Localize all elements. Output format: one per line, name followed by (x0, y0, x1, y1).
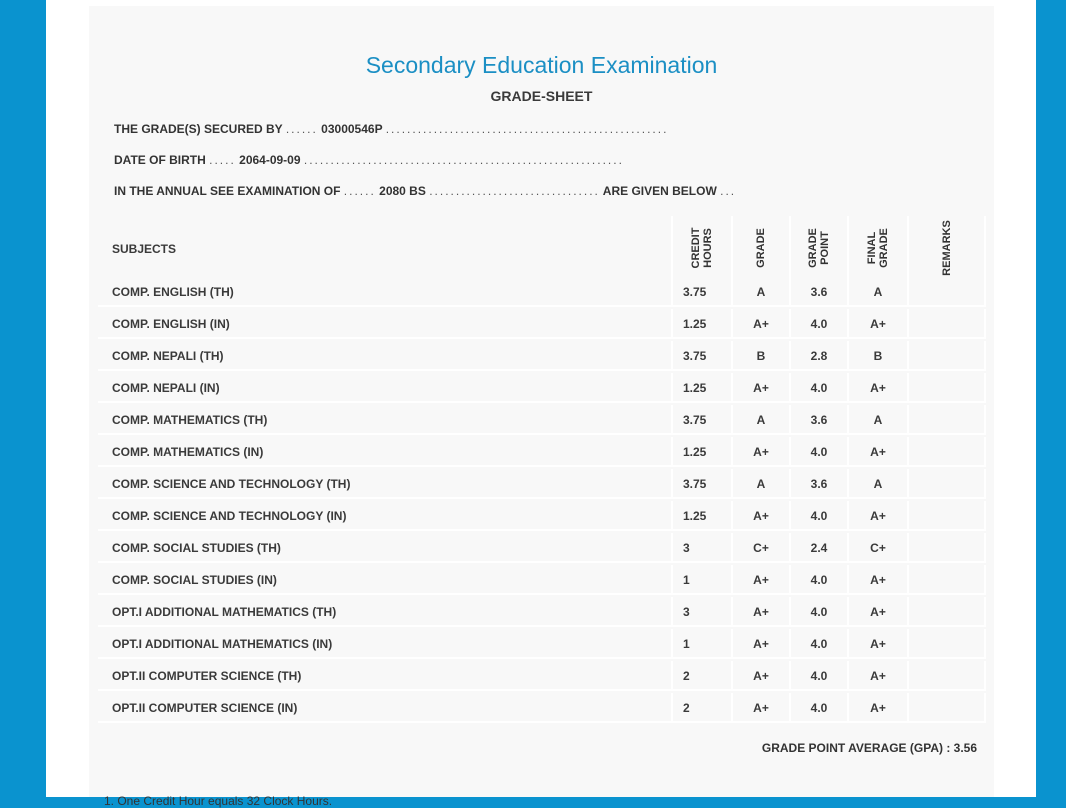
header-grade: GRADE (755, 228, 767, 268)
table-row (98, 341, 986, 371)
remarks-cell (909, 437, 986, 467)
dob-value: 2064-09-09 (239, 153, 301, 167)
final-grade-cell: A+ (849, 661, 909, 691)
secured-by-label: THE GRADE(S) SECURED BY (114, 122, 283, 136)
final-grade-cell: A+ (849, 693, 909, 723)
remarks-cell (909, 501, 986, 531)
credit-hours-cell: 1 (673, 629, 733, 659)
table-row (98, 501, 986, 531)
final-grade-cell: A+ (849, 629, 909, 659)
table-row (98, 373, 986, 403)
page-background (46, 0, 1036, 808)
remarks-cell (909, 533, 986, 563)
table-row (98, 405, 986, 435)
table-row (98, 469, 986, 499)
grade-cell: A+ (733, 309, 791, 339)
subject-cell: COMP. NEPALI (IN) (98, 373, 673, 403)
subject-cell: COMP. SOCIAL STUDIES (TH) (98, 533, 673, 563)
header-grade-point: GRADE POINT (807, 228, 831, 268)
exam-line: IN THE ANNUAL SEE EXAMINATION OF ...... 2080 BS ................................ ARE GIVEN BELOW ... (114, 184, 737, 198)
table-row (98, 629, 986, 659)
credit-hours-cell: 2 (673, 661, 733, 691)
remarks-cell (909, 597, 986, 627)
grade-cell: B (733, 341, 791, 371)
table-row (98, 597, 986, 627)
grade-cell: A+ (733, 629, 791, 659)
grade-point-cell: 3.6 (791, 405, 849, 435)
grade-point-cell: 3.6 (791, 277, 849, 307)
table-row (98, 565, 986, 595)
grade-cell: A+ (733, 565, 791, 595)
final-grade-cell: A+ (849, 565, 909, 595)
header-grade-point-cell (791, 216, 849, 282)
grade-cell: A+ (733, 693, 791, 723)
subject-cell: COMP. MATHEMATICS (IN) (98, 437, 673, 467)
credit-hours-cell: 1.25 (673, 501, 733, 531)
final-grade-cell: A+ (849, 309, 909, 339)
header-remarks-cell (909, 216, 986, 282)
grade-point-cell: 4.0 (791, 661, 849, 691)
grade-cell: A (733, 405, 791, 435)
grade-cell: A+ (733, 373, 791, 403)
remarks-cell (909, 629, 986, 659)
header-final-grade-cell (849, 216, 909, 282)
header-grade-cell (733, 216, 791, 282)
final-grade-cell: A+ (849, 373, 909, 403)
subject-cell: COMP. ENGLISH (IN) (98, 309, 673, 339)
remarks-cell (909, 469, 986, 499)
subject-cell: COMP. ENGLISH (TH) (98, 277, 673, 307)
remarks-cell (909, 277, 986, 307)
grade-point-cell: 4.0 (791, 309, 849, 339)
subject-cell: OPT.I ADDITIONAL MATHEMATICS (TH) (98, 597, 673, 627)
table-row (98, 437, 986, 467)
credit-hours-cell: 3.75 (673, 277, 733, 307)
credit-hours-cell: 3 (673, 533, 733, 563)
grade-point-cell: 4.0 (791, 373, 849, 403)
subject-cell: COMP. SOCIAL STUDIES (IN) (98, 565, 673, 595)
grade-point-cell: 2.8 (791, 341, 849, 371)
grade-cell: A+ (733, 661, 791, 691)
final-grade-cell: A (849, 277, 909, 307)
grade-cell: A+ (733, 437, 791, 467)
footnote: 1. One Credit Hour equals 32 Clock Hours. (104, 794, 333, 808)
remarks-cell (909, 405, 986, 435)
subject-cell: OPT.I ADDITIONAL MATHEMATICS (IN) (98, 629, 673, 659)
grade-point-cell: 4.0 (791, 437, 849, 467)
subject-cell: COMP. MATHEMATICS (TH) (98, 405, 673, 435)
subject-cell: COMP. NEPALI (TH) (98, 341, 673, 371)
table-row (98, 661, 986, 691)
final-grade-cell: A+ (849, 437, 909, 467)
exam-label: IN THE ANNUAL SEE EXAMINATION OF (114, 184, 341, 198)
grade-point-cell: 4.0 (791, 629, 849, 659)
credit-hours-cell: 1.25 (673, 309, 733, 339)
credit-hours-cell: 3.75 (673, 405, 733, 435)
exam-year: 2080 BS (379, 184, 426, 198)
grade-sheet-heading: GRADE-SHEET (490, 88, 593, 104)
remarks-cell (909, 661, 986, 691)
grade-cell: A+ (733, 501, 791, 531)
dob-label: DATE OF BIRTH (114, 153, 206, 167)
grade-cell: A (733, 469, 791, 499)
table-row (98, 533, 986, 563)
subject-cell: COMP. SCIENCE AND TECHNOLOGY (TH) (98, 469, 673, 499)
grade-point-cell: 4.0 (791, 693, 849, 723)
table-header-row (98, 216, 986, 282)
grade-cell: C+ (733, 533, 791, 563)
credit-hours-cell: 2 (673, 693, 733, 723)
given-below-label: ARE GIVEN BELOW (602, 184, 717, 198)
grade-point-cell: 4.0 (791, 565, 849, 595)
gpa-summary: GRADE POINT AVERAGE (GPA) : 3.56 (761, 741, 977, 755)
secured-by-line: THE GRADE(S) SECURED BY ...... 03000546P ..................................................... (114, 122, 669, 136)
subject-cell: OPT.II COMPUTER SCIENCE (IN) (98, 693, 673, 723)
final-grade-cell: A (849, 469, 909, 499)
header-final-grade: FINAL GRADE (866, 228, 890, 268)
final-grade-cell: A+ (849, 597, 909, 627)
credit-hours-cell: 1.25 (673, 373, 733, 403)
remarks-cell (909, 309, 986, 339)
header-credit-hours: CREDIT HOURS (690, 227, 714, 269)
remarks-cell (909, 341, 986, 371)
credit-hours-cell: 1 (673, 565, 733, 595)
header-credit-hours-cell (673, 216, 733, 282)
remarks-cell (909, 693, 986, 723)
credit-hours-cell: 1.25 (673, 437, 733, 467)
credit-hours-cell: 3.75 (673, 341, 733, 371)
final-grade-cell: C+ (849, 533, 909, 563)
header-subjects: SUBJECTS (98, 216, 673, 282)
table-row (98, 693, 986, 723)
final-grade-cell: A+ (849, 501, 909, 531)
grade-point-cell: 3.6 (791, 469, 849, 499)
symbol-number: 03000546P (321, 122, 383, 136)
subject-cell: OPT.II COMPUTER SCIENCE (TH) (98, 661, 673, 691)
table-row (98, 277, 986, 307)
table-row (98, 309, 986, 339)
final-grade-cell: A (849, 405, 909, 435)
remarks-cell (909, 565, 986, 595)
credit-hours-cell: 3.75 (673, 469, 733, 499)
dob-line: DATE OF BIRTH ..... 2064-09-09 ............................................................ (114, 153, 624, 167)
grade-point-cell: 4.0 (791, 597, 849, 627)
exam-title: Secondary Education Examination (365, 52, 718, 78)
grade-cell: A (733, 277, 791, 307)
grade-point-cell: 2.4 (791, 533, 849, 563)
subject-cell: COMP. SCIENCE AND TECHNOLOGY (IN) (98, 501, 673, 531)
grade-cell: A+ (733, 597, 791, 627)
credit-hours-cell: 3 (673, 597, 733, 627)
grade-sheet-card (89, 6, 994, 808)
final-grade-cell: B (849, 341, 909, 371)
header-remarks: REMARKS (940, 220, 953, 276)
grade-point-cell: 4.0 (791, 501, 849, 531)
remarks-cell (909, 373, 986, 403)
